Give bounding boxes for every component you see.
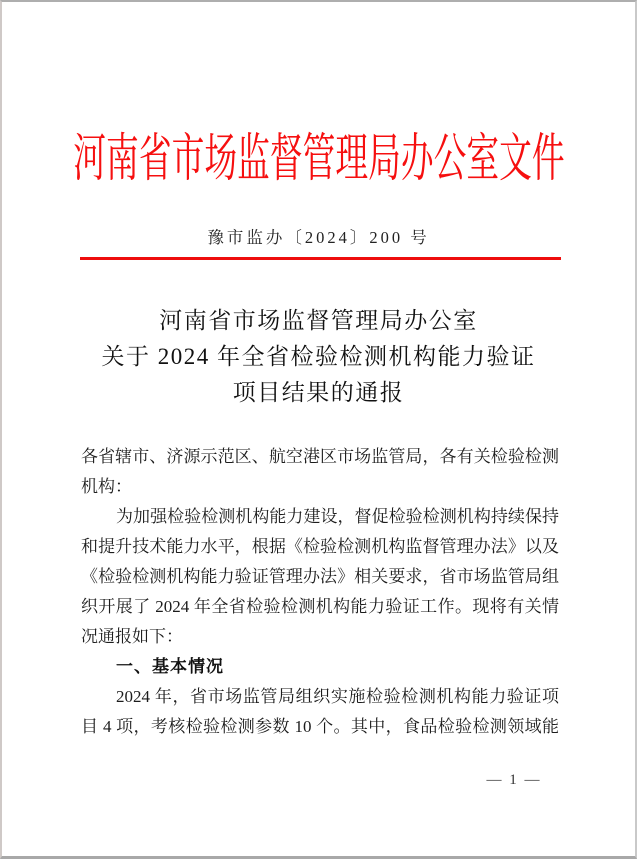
document-title	[2, 303, 635, 411]
red-header-org-title: 河南省市场监督管理局办公室文件	[72, 131, 565, 188]
document-title-line-2: 关于 2024 年全省检验检测机构能力验证	[101, 344, 536, 369]
section-heading-basic-situation: 一、基本情况	[116, 657, 224, 676]
body-line-paragraph: 目 4 项，考核检验检测参数 10 个。其中，食品检验检测领域能	[81, 717, 559, 736]
document-title-line-3: 项目结果的通报	[232, 380, 405, 405]
page-number: — 1 —	[486, 772, 542, 788]
document-body	[81, 442, 559, 742]
body-line-paragraph: 2024 年，省市场监管局组织实施检验检测机构能力验证项	[116, 687, 559, 706]
document-number: 豫市监办〔2024〕200 号	[207, 228, 430, 247]
red-divider-rule	[80, 257, 561, 260]
body-line-salutation: 各省辖市、济源示范区、航空港区市场监管局，各有关检验检测	[81, 447, 559, 466]
body-line-paragraph: 织开展了 2024 年全省检验检测机构能力验证工作。现将有关情	[81, 597, 559, 616]
body-line-paragraph: 《检验检测机构能力验证管理办法》相关要求，省市场监管局组	[81, 567, 559, 586]
body-line-paragraph: 和提升技术能力水平，根据《检验检测机构监督管理办法》以及	[81, 537, 559, 556]
body-line-paragraph: 为加强检验检测机构能力建设，督促检验检测机构持续保持	[116, 507, 559, 526]
document-title-line-1: 河南省市场监督管理局办公室	[159, 308, 478, 333]
body-line-paragraph-end: 况通报如下：	[81, 627, 183, 646]
body-line-salutation-continued: 机构：	[81, 477, 132, 496]
